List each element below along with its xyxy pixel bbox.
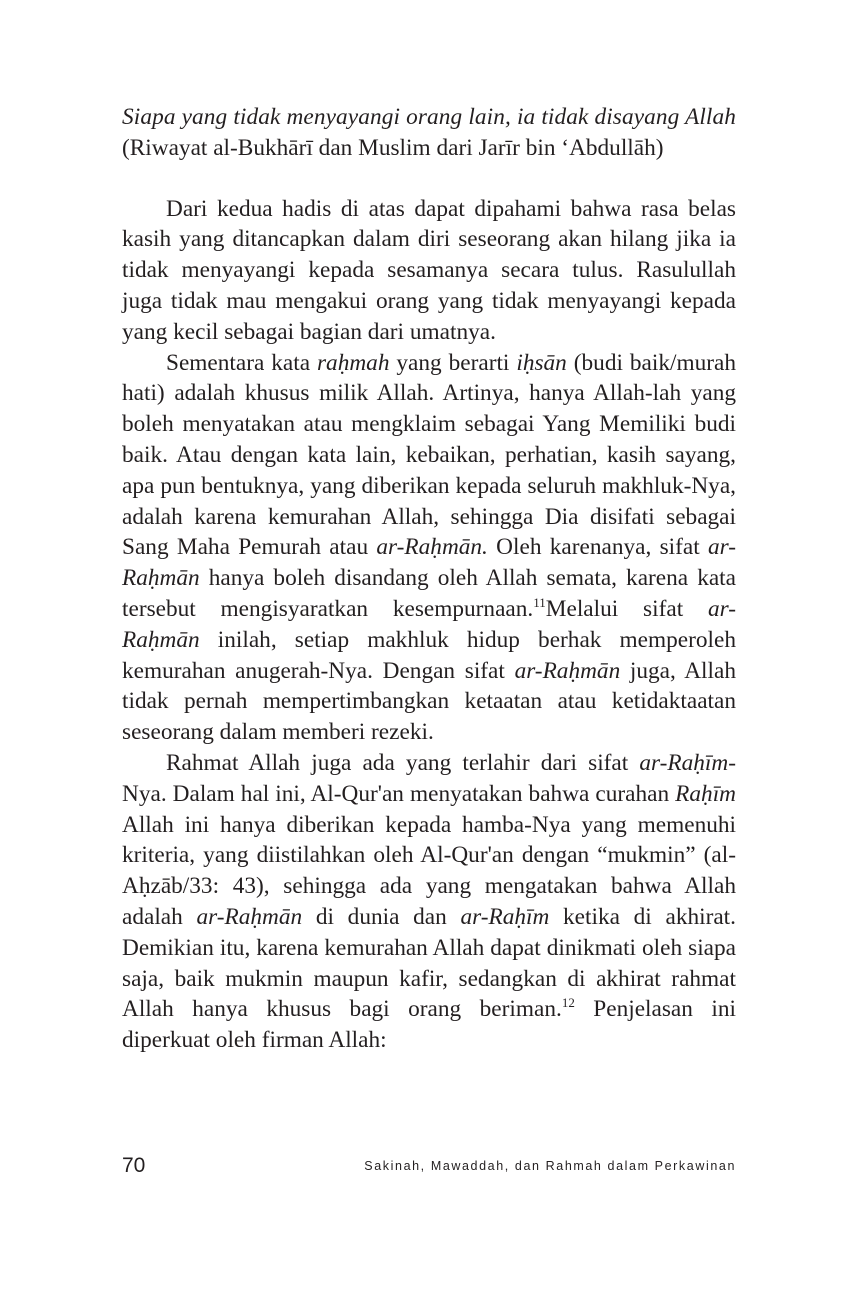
italic-term: ar-Raḥmān bbox=[122, 595, 736, 653]
paragraph-2-text: (budi baik/murah hati) adalah khusus milik Allah. Artinya, hanya Allah-lah yang boleh menyatakan atau mengklaim sebagai Yang Memiliki budi baik. Atau dengan kata lain, kebaikan, perhatian, kasih sayang, apa pun bentuknya, yang diberikan kepada seluruh makhluk-Nya, adalah karena kemurahan Allah, sehingga Dia disifati sebagai Sang Maha Pemurah atau bbox=[122, 349, 736, 561]
footnote-marker: 12 bbox=[561, 995, 575, 1011]
paragraph-3 bbox=[122, 748, 736, 1056]
paragraph-3-text: Penjelasan ini diperkuat oleh firman Allah: bbox=[122, 996, 736, 1054]
italic-term: ar-Raḥīm bbox=[460, 903, 550, 930]
paragraph-1: Dari kedua hadis di atas dapat dipahami bahwa rasa belas kasih yang ditancapkan dalam diri seseorang akan hilang jika ia tidak menyayangi kepada sesamanya secara tulus. Rasulullah juga tidak mau mengakui orang yang tidak menyayangi kepada yang kecil sebagai bagian dari umatnya. bbox=[122, 195, 736, 345]
paragraph-2-text: yang berarti bbox=[389, 349, 517, 376]
italic-term: ar-Raḥīm bbox=[639, 749, 729, 776]
paragraph-3-text: di dunia dan bbox=[302, 903, 461, 930]
italic-term: ar-Raḥmān bbox=[122, 534, 736, 592]
paragraph-3-text: -Nya. Dalam hal ini, Al-Qur'an menyatakan bahwa curahan bbox=[122, 749, 736, 807]
italic-term: iḥsān bbox=[516, 349, 567, 376]
hadith-translation: Siapa yang tidak menyayangi orang lain, ia tidak disayang Allah bbox=[122, 104, 736, 130]
italic-term: Raḥīm bbox=[675, 780, 736, 807]
hadith-source: (Riwayat al-Bukhārī dan Muslim dari Jarīr bin ‘Abdullāh) bbox=[122, 134, 664, 161]
page-body bbox=[122, 102, 736, 1056]
paragraph-2 bbox=[122, 348, 736, 748]
italic-term: ar-Raḥmān. bbox=[376, 534, 488, 561]
italic-term: raḥmah bbox=[316, 349, 390, 376]
running-title: Sakinah, Mawaddah, dan Rahmah dalam Perkawinan bbox=[364, 1159, 736, 1173]
paragraph-2-text: Oleh karenanya, sifat bbox=[487, 534, 708, 561]
italic-term: ar-Raḥmān bbox=[514, 657, 621, 684]
italic-term: ar-Raḥmān bbox=[196, 903, 303, 930]
paragraph-2-text: juga, Allah tidak pernah mempertimbangkan ketaatan atau ketidaktaatan seseorang dalam memberi rezeki. bbox=[122, 657, 736, 746]
paragraph-3-text: Allah ini hanya diberikan kepada hamba-Nya yang memenuhi kriteria, yang diistilahkan oleh Al-Qur'an dengan “mukmin” (al-Aḥzāb/33: 43), sehingga ada yang mengatakan bahwa Allah adalah bbox=[122, 811, 736, 930]
paragraph-3-text: Rahmat Allah juga ada yang terlahir dari sifat bbox=[166, 749, 640, 776]
page-footer bbox=[122, 1152, 736, 1180]
paragraph-2-text: Sementara kata bbox=[166, 349, 317, 376]
paragraph-3-text: ketika di akhirat. Demikian itu, karena kemurahan Allah dapat dinikmati oleh siapa saja, baik mukmin maupun kafir, sedangkan di akhirat rahmat Allah hanya khusus bagi orang beriman. bbox=[122, 903, 736, 1023]
paragraph-2-text: inilah, setiap makhluk hidup berhak memperoleh kemurahan anugerah-Nya. Dengan sifat bbox=[122, 626, 736, 684]
paragraph-2-text: Melalui sifat bbox=[545, 595, 708, 622]
page-number: 70 bbox=[122, 1154, 146, 1177]
paragraph-2-text: hanya boleh disandang oleh Allah semata, karena kata tersebut mengisyaratkan kesempurnaan. bbox=[122, 565, 736, 622]
footnote-marker: 11 bbox=[533, 594, 546, 610]
